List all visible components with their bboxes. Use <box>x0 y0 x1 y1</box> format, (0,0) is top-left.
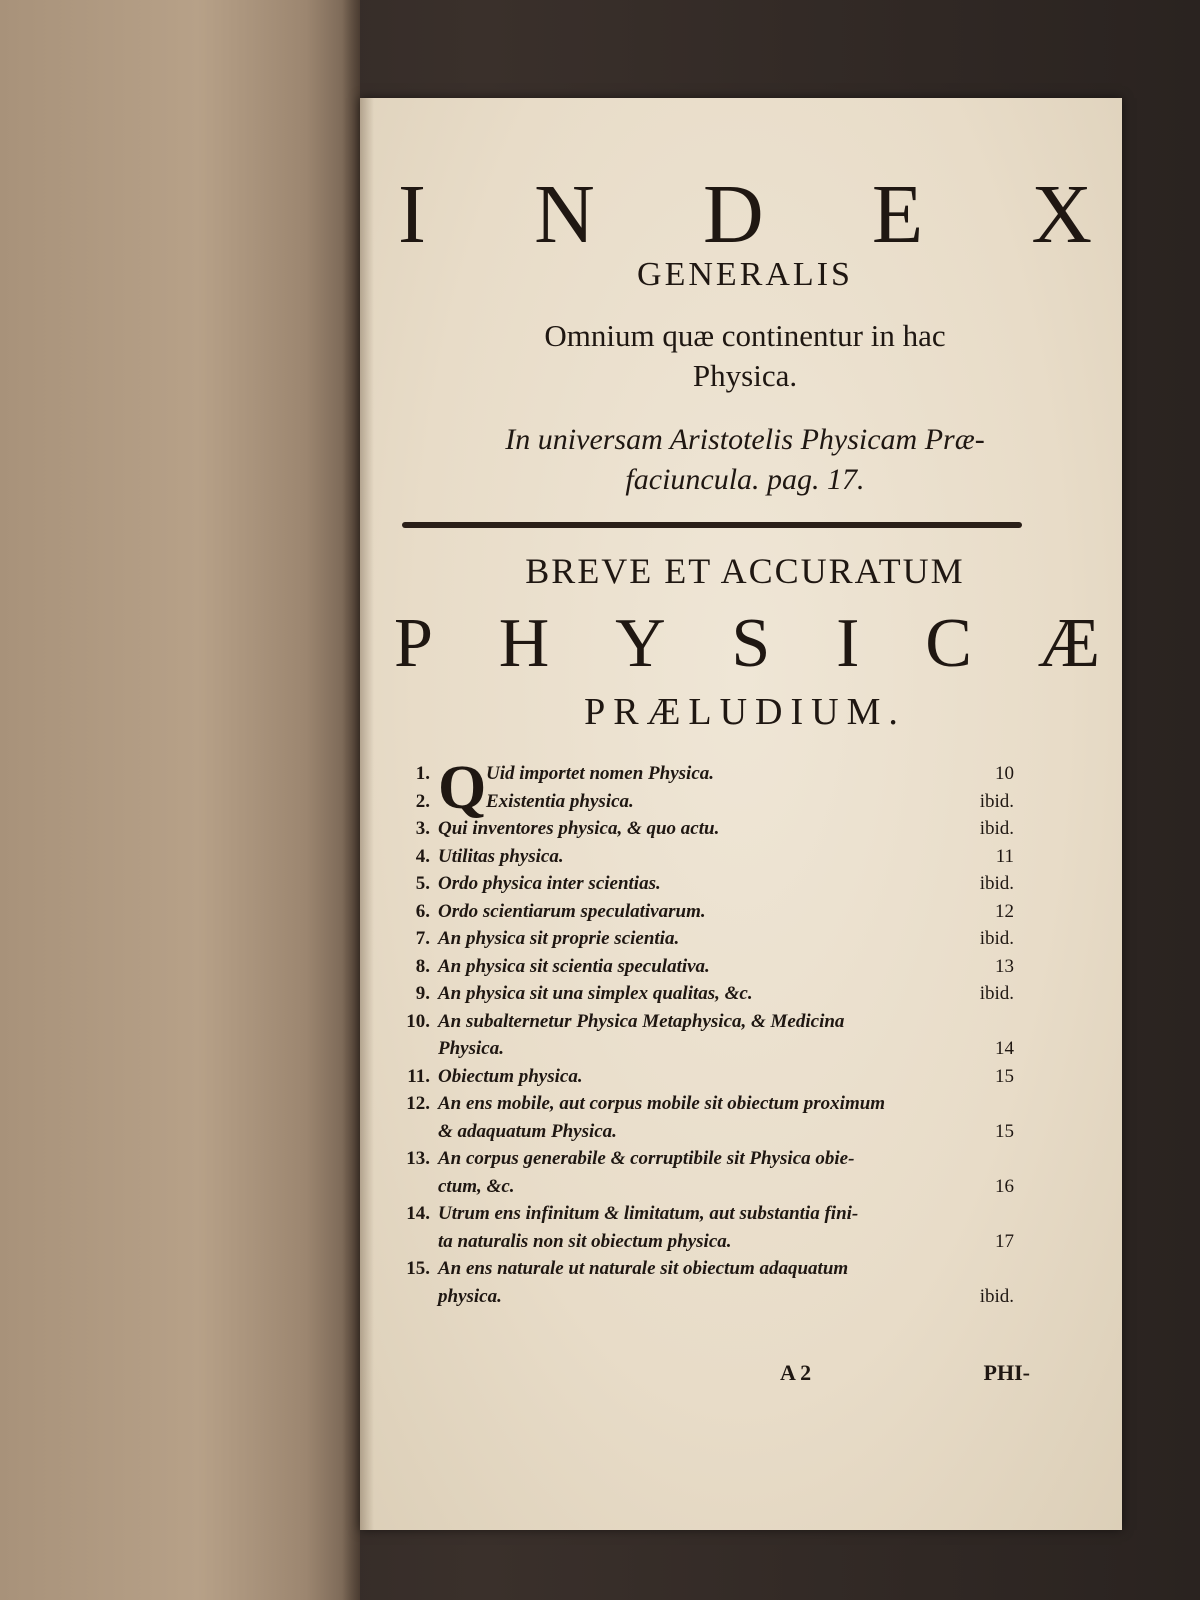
omnium-text <box>390 316 1100 396</box>
list-item <box>388 1008 1014 1063</box>
entry-page: ibid. <box>979 928 1014 949</box>
entry-text: An corpus generabile & corruptibile sit Physica obie- <box>438 1148 855 1169</box>
entry-text: An ens mobile, aut corpus mobile sit obiectum proximum <box>438 1093 886 1114</box>
list-item <box>388 815 1014 843</box>
list-item <box>388 925 1014 953</box>
entry-text: Utilitas physica. <box>438 845 564 867</box>
entry-text-continued: ctum, &c. <box>438 1175 515 1197</box>
index-list <box>388 754 1014 1310</box>
section-title <box>390 604 1100 684</box>
entry-text: Uid importet nomen Physica. <box>486 763 714 784</box>
praef-line-1: In universam Aristotelis Physicam Præ- <box>505 423 985 456</box>
entry-page: 11 <box>995 845 1014 867</box>
entry-number: 11. <box>407 1065 430 1087</box>
section-letter: S <box>731 605 771 682</box>
entry-page: 10 <box>995 763 1014 784</box>
list-item <box>388 1063 1014 1091</box>
list-item <box>388 1255 1014 1310</box>
list-item <box>388 1090 1014 1145</box>
entry-number: 14. <box>406 1203 430 1224</box>
omnium-line-1: Omnium quæ continentur in hac <box>544 318 946 353</box>
entry-text: An physica sit scientia speculativa. <box>438 955 710 977</box>
entry-number: 9. <box>415 983 430 1004</box>
entry-page: 13 <box>995 955 1014 977</box>
entry-text: Ordo physica inter scientias. <box>438 873 661 894</box>
right-page <box>360 98 1122 1530</box>
list-item <box>388 1200 1014 1255</box>
entry-page: 15 <box>995 1065 1014 1087</box>
entry-text: Obiectum physica. <box>438 1065 583 1087</box>
entry-text: Existentia physica. <box>486 790 634 812</box>
section-letter: H <box>498 605 550 682</box>
entry-text-continued: ta naturalis non sit obiectum physica. <box>438 1230 732 1252</box>
entry-page: 15 <box>995 1120 1014 1142</box>
entry-text: An subalternetur Physica Metaphysica, & Medicina <box>438 1010 845 1032</box>
entry-text: Ordo scientiarum speculativarum. <box>438 900 706 922</box>
title-letter: D <box>703 168 764 261</box>
entry-number: 4. <box>415 845 430 867</box>
entry-number: 7. <box>415 928 430 949</box>
section-letter: I <box>836 605 860 682</box>
section-head: BREVE ET ACCURATUM <box>525 551 965 591</box>
entry-page: 17 <box>995 1230 1014 1252</box>
entry-page: ibid. <box>979 818 1014 839</box>
entry-page: ibid. <box>979 790 1014 812</box>
entry-text: An physica sit proprie scientia. <box>438 928 680 949</box>
entry-number: 5. <box>415 873 430 894</box>
list-item <box>388 898 1014 926</box>
section-subtitle: PRÆLUDIUM. <box>584 691 906 733</box>
list-item <box>388 1145 1014 1200</box>
section-letter: P <box>394 605 433 682</box>
title-letter: X <box>1031 168 1092 261</box>
entry-text-continued: physica. <box>438 1285 502 1307</box>
entry-page: 12 <box>995 900 1014 922</box>
omnium-line-2: Physica. <box>692 358 798 393</box>
section-letter: Æ <box>1037 605 1100 682</box>
entry-number: 15. <box>406 1258 430 1279</box>
list-item <box>388 980 1014 1008</box>
entry-number: 12. <box>406 1093 430 1114</box>
signature-mark: A 2 <box>780 1360 812 1385</box>
entry-number: 2. <box>415 790 430 812</box>
index-title <box>390 166 1100 263</box>
entry-text: Utrum ens infinitum & limitatum, aut substantia fini- <box>438 1203 859 1224</box>
title-letter: E <box>871 168 924 261</box>
list-item <box>388 843 1014 871</box>
subtitle: GENERALIS <box>637 256 853 293</box>
entry-number: 13. <box>406 1148 430 1169</box>
horizontal-rule <box>402 522 1022 528</box>
entry-page: 14 <box>995 1038 1014 1059</box>
entry-page: ibid. <box>979 873 1014 894</box>
drop-cap: Q <box>438 754 487 822</box>
left-page <box>0 0 360 1600</box>
entry-page: 16 <box>995 1175 1014 1197</box>
title-letter: I <box>398 168 426 261</box>
list-item <box>388 760 1014 788</box>
section-letter: C <box>925 605 972 682</box>
entry-number: 10. <box>406 1010 430 1032</box>
entry-page: ibid. <box>979 983 1014 1004</box>
praef-line-2: faciuncula. pag. 17. <box>625 463 865 496</box>
praefatiuncula <box>390 420 1100 500</box>
entry-number: 3. <box>415 818 430 839</box>
entry-text: An physica sit una simplex qualitas, &c. <box>438 983 753 1004</box>
entry-number: 1. <box>415 763 430 784</box>
list-item <box>388 788 1014 816</box>
title-letter: N <box>534 168 595 261</box>
catchword: PHI- <box>983 1360 1030 1385</box>
entry-text-continued: Physica. <box>438 1038 504 1059</box>
entry-number: 8. <box>415 955 430 977</box>
list-item <box>388 953 1014 981</box>
entry-page: ibid. <box>979 1285 1014 1307</box>
list-item <box>388 870 1014 898</box>
page-footer <box>780 1360 1030 1386</box>
entry-number: 6. <box>415 900 430 922</box>
entry-text: An ens naturale ut naturale sit obiectum adaquatum <box>438 1258 849 1279</box>
entry-text-continued: & adaquatum Physica. <box>438 1120 617 1142</box>
entry-text: Qui inventores physica, & quo actu. <box>438 818 720 839</box>
section-letter: Y <box>615 605 666 682</box>
